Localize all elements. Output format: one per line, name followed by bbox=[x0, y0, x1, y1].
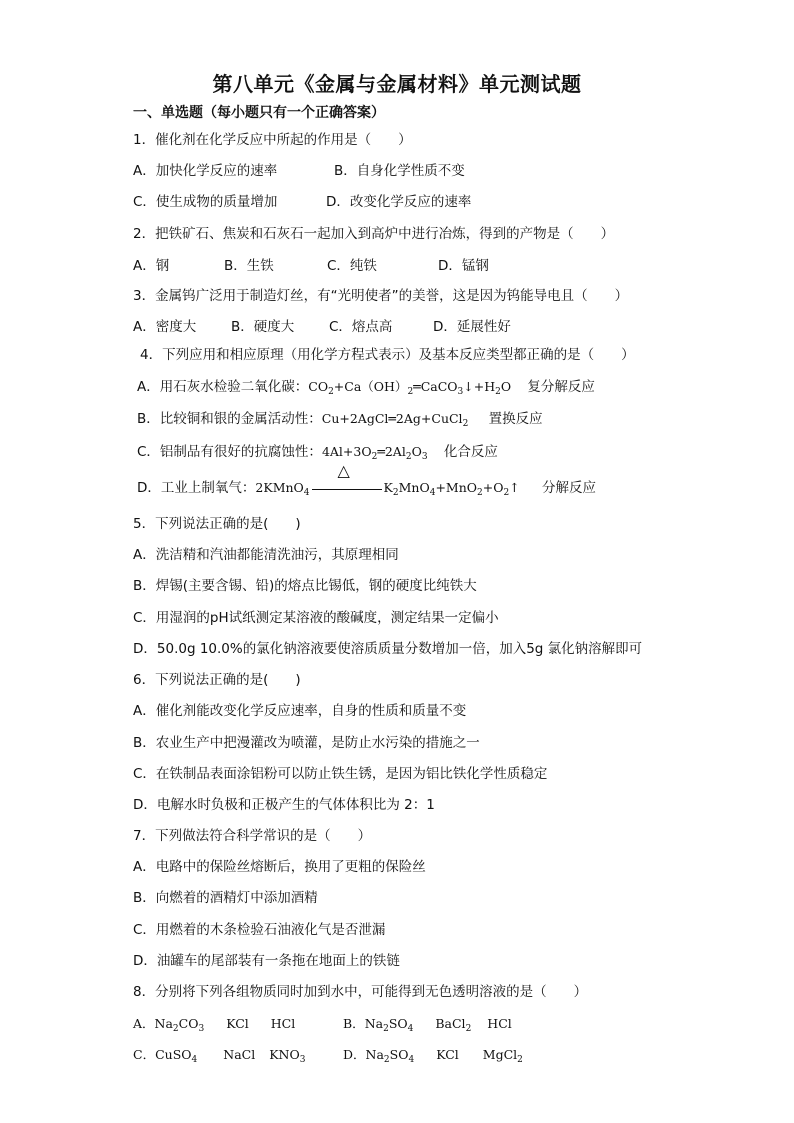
question-4-option-a-text: A．用石灰水检验二氧化碳： bbox=[137, 379, 309, 395]
question-7-option-c: C．用燃着的木条检验石油液化气是否泄漏 bbox=[133, 922, 386, 938]
question-8-options-row-1 bbox=[133, 1015, 512, 1033]
question-6-option-b: B．农业生产中把漫灌改为喷灌，是防止水污染的措施之一 bbox=[133, 735, 480, 751]
question-1-options-row-2 bbox=[133, 193, 471, 211]
question-4-option-d-text: D．工业上制氧气： bbox=[137, 480, 256, 496]
question-3-option-b: B．硬度大 bbox=[231, 319, 295, 335]
question-4-option-d bbox=[137, 460, 597, 498]
question-8-option-d: D．$Na_2SO_4$ KCl MgCl$_2$ bbox=[343, 1047, 523, 1065]
question-6-option-d: D．电解水时负极和正极产生的气体体积比为 2：1 bbox=[133, 797, 435, 813]
question-2-option-b: B．生铁 bbox=[224, 258, 274, 274]
question-5-option-a: A．洗洁精和汽油都能清洗油污，其原理相同 bbox=[133, 547, 399, 563]
question-3-options bbox=[133, 318, 511, 336]
question-6-stem: 6．下列说法正确的是( ) bbox=[133, 672, 301, 688]
question-5-option-c: C．用湿润的pH试纸测定某溶液的酸碱度，测定结果一定偏小 bbox=[133, 610, 499, 626]
question-8-option-a: A．$Na_2CO_3$ KCl HCl bbox=[133, 1016, 296, 1034]
question-2-option-a: A．钢 bbox=[133, 258, 170, 274]
question-8-stem: 8．分别将下列各组物质同时加到水中，可能得到无色透明溶液的是（ ） bbox=[133, 984, 588, 1000]
heating-condition-sign: △ bbox=[312, 482, 382, 496]
question-6-option-a: A．催化剂能改变化学反应速率，自身的性质和质量不变 bbox=[133, 703, 467, 719]
question-4-option-c-text: C．铝制品有很好的抗腐蚀性： bbox=[137, 444, 322, 460]
question-3-stem: 3．金属钨广泛用于制造灯丝，有“光明使者”的美誉，这是因为钨能导电且（ ） bbox=[133, 288, 629, 304]
question-4-option-a-type: 复分解反应 bbox=[527, 379, 595, 395]
question-3-option-c: C．熔点高 bbox=[329, 319, 393, 335]
question-1-option-d: D．改变化学反应的速率 bbox=[326, 194, 472, 210]
question-4-option-c-equation: $4Al+3O_2═2Al_2O_3$ bbox=[321, 444, 428, 462]
question-6-option-c: C．在铁制品表面涂铝粉可以防止铁生锈，是因为铝比铁化学性质稳定 bbox=[133, 766, 548, 782]
question-4-option-a bbox=[137, 378, 595, 396]
question-8-option-c: C．CuSO$_4$ NaCl $KNO_3$ bbox=[133, 1047, 306, 1065]
question-1-option-a: A．加快化学反应的速率 bbox=[133, 163, 278, 179]
question-3-option-d: D．延展性好 bbox=[433, 319, 511, 335]
question-1-option-c: C．使生成物的质量增加 bbox=[133, 194, 278, 210]
question-4-option-b-type: 置换反应 bbox=[488, 411, 543, 427]
question-7-stem: 7．下列做法符合科学常识的是（ ） bbox=[133, 828, 372, 844]
question-4-option-b-equation: Cu+2AgCl═2Ag+CuCl$_2$ bbox=[321, 411, 469, 429]
question-2-options bbox=[133, 257, 489, 275]
question-2-stem: 2．把铁矿石、焦炭和石灰石一起加入到高炉中进行冶炼，得到的产物是（ ） bbox=[133, 226, 615, 242]
question-4-option-c-type: 化合反应 bbox=[443, 444, 498, 460]
question-4-option-a-equation: $CO_2+Ca(OH)_2═CaCO_3↓+H_2O$ bbox=[308, 379, 512, 397]
question-4-option-d-type: 分解反应 bbox=[542, 480, 597, 496]
question-4-option-d-equation: 2KMnO$_4$ △ $K_2MnO_4+MnO_2+O_2↑$ bbox=[255, 460, 520, 498]
question-4-stem: 4．下列应用和相应原理（用化学方程式表示）及基本反应类型都正确的是（ ） bbox=[140, 347, 635, 363]
question-7-option-d: D．油罐车的尾部装有一条拖在地面上的铁链 bbox=[133, 953, 400, 969]
question-4-option-c bbox=[137, 443, 498, 461]
question-3-option-a: A．密度大 bbox=[133, 319, 197, 335]
question-1-options-row-1 bbox=[133, 162, 465, 180]
question-4-option-b-text: B．比较铜和银的金属活动性： bbox=[137, 411, 322, 427]
page-title: 第八单元《金属与金属材料》单元测试题 bbox=[212, 72, 582, 96]
question-5-stem: 5．下列说法正确的是( ) bbox=[133, 516, 301, 532]
question-4-option-b bbox=[137, 410, 543, 428]
question-2-option-d: D．锰钢 bbox=[438, 258, 489, 274]
question-5-option-b: B．焊锡(主要含锡、铅)的熔点比锡低，钢的硬度比纯铁大 bbox=[133, 578, 477, 594]
question-7-option-a: A．电路中的保险丝熔断后，换用了更粗的保险丝 bbox=[133, 859, 426, 875]
question-7-option-b: B．向燃着的酒精灯中添加酒精 bbox=[133, 890, 318, 906]
question-1-stem: 1．催化剂在化学反应中所起的作用是（ ） bbox=[133, 132, 412, 148]
section-heading: 一、单选题（每小题只有一个正确答案） bbox=[133, 105, 385, 121]
question-5-option-d: D．50.0g 10.0%的氯化钠溶液要使溶质质量分数增加一倍，加入5g 氯化钠溶解即可 bbox=[133, 641, 643, 657]
question-8-option-b: B．$Na_2SO_4$ BaCl$_2$ HCl bbox=[343, 1016, 512, 1034]
question-2-option-c: C．纯铁 bbox=[327, 258, 377, 274]
question-8-options-row-2 bbox=[133, 1046, 523, 1064]
question-1-option-b: B．自身化学性质不变 bbox=[334, 163, 465, 179]
